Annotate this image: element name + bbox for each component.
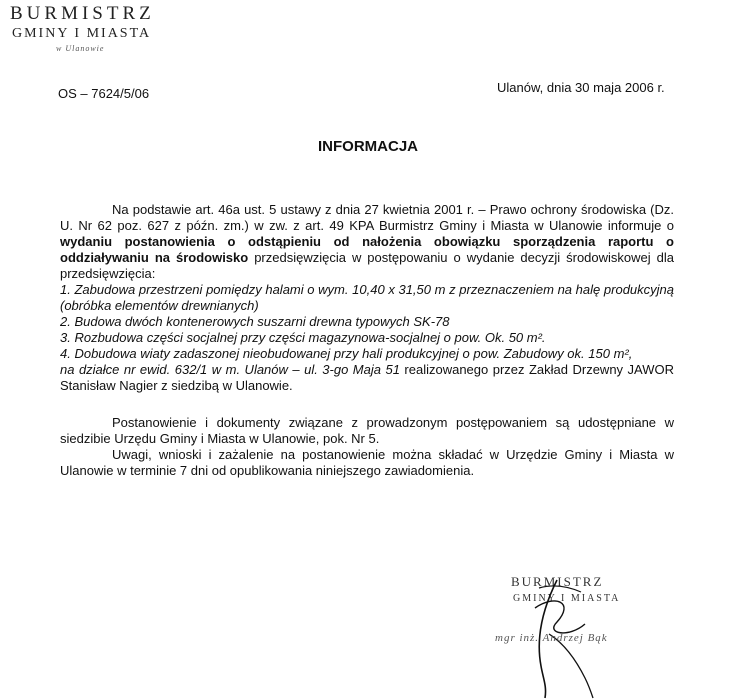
list-item: 3. Rozbudowa części socjalnej przy części magazynowa-socjalnej o pow. Ok. 50 m².	[60, 330, 546, 345]
reference-number: OS – 7624/5/06	[58, 86, 150, 101]
signature-stamp-title: BURMISTRZ	[511, 574, 604, 589]
signatory-name: mgr inż. Andrzej Bąk	[495, 632, 608, 644]
documents-paragraph: Postanowienie i dokumenty związane z prowadzonym postępowaniem są udostępniane w siedzibie Urzędu Gminy i Miasta w Ulanowie, pok. Nr 5.	[60, 415, 674, 446]
list-item: 4. Dobudowa wiaty zadaszonej nieobudowanej przy hali produkcyjnej o pow. Zabudowy ok. 150 m²,	[60, 346, 633, 361]
appeal-paragraph: Uwagi, wnioski i zażalenie na postanowienie można składać w Urzędzie Gminy i Miasta w Ulanowie w terminie 7 dni od opublikowania niniejszego zawiadomienia.	[60, 447, 674, 478]
signature-block	[495, 574, 655, 700]
intro-text-2: przedsięwzięcia w postępowaniu o wydanie decyzji środowiskowej dla przedsięwzięcia:	[60, 250, 674, 281]
document-date: Ulanów, dnia 30 maja 2006 r.	[497, 80, 665, 95]
list-item: 1. Zabudowa przestrzeni pomiędzy halami o wym. 10,40 x 31,50 m z przeznaczeniem na halę produkcyjną (obróbka elementów drewnianych)	[60, 282, 674, 313]
intro-paragraph	[60, 202, 674, 282]
location-parcel: na działce nr ewid. 632/1 w m. Ulanów – ul. 3-go Maja 51	[60, 362, 400, 377]
letterhead-title: BURMISTRZ	[10, 3, 155, 24]
letterhead-subtitle: GMINY I MIASTA	[12, 26, 152, 41]
list-item: 2. Budowa dwóch kontenerowych suszarni drewna typowych SK-78	[60, 314, 450, 329]
location-paragraph	[60, 362, 674, 394]
intro-bold-text: wydaniu postanowienia o odstąpieniu od nałożenia obowiązku sporządzenia raportu o oddziaływaniu na środowisko	[60, 234, 674, 265]
location-investor: realizowanego przez Zakład Drzewny JAWOR Stanisław Nagier z siedzibą w Ulanowie.	[60, 362, 674, 393]
document-title: INFORMACJA	[318, 138, 418, 155]
letterhead-location: w Ulanowie	[56, 44, 105, 53]
intro-text-1: Na podstawie art. 46a ust. 5 ustawy z dnia 27 kwietnia 2001 r. – Prawo ochrony środowiska (Dz. U. Nr 62 poz. 627 z późn. zm.) w zw. z art. 49 KPA Burmistrz Gminy i Miasta w Ulanowie informuje o	[60, 202, 674, 233]
document-body	[60, 202, 674, 479]
signature-stamp-subtitle: GMINY I MIASTA	[513, 593, 621, 604]
